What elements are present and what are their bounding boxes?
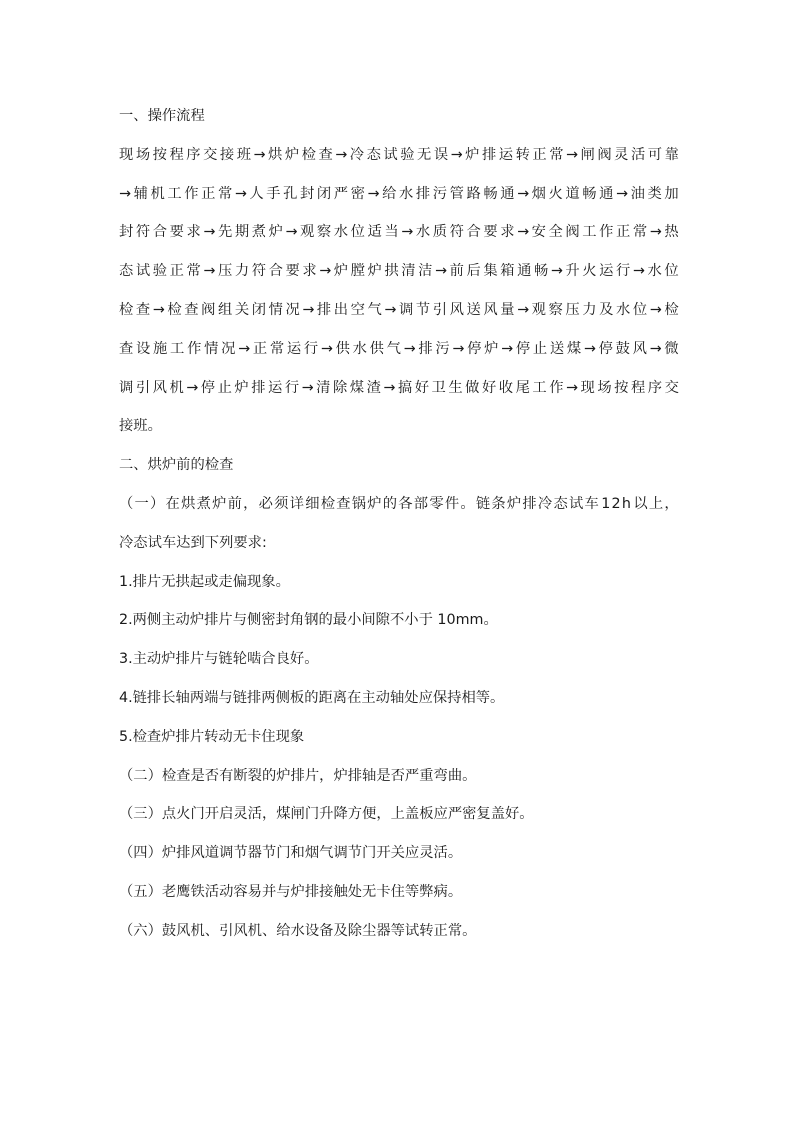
sub-item-3: 3.主动炉排片与链轮啮合良好。 [119, 651, 319, 668]
flow-line-5: 检 查 → 检 查 阀 组 关 闭 情 况 → 排 出 空 气 → 调 节 引 风 送 风 量 → 观 察 压 力 及 水 位 → 检 [119, 301, 679, 318]
section-heading-pre-baking-check: 二、烘炉前的检查 [119, 457, 234, 474]
item-5: （五）老鹰铁活动容易并与炉排接触处无卡住等弊病。 [119, 883, 463, 900]
flow-line-1: 现 场 按 程 序 交 接 班 → 烘 炉 检 查 → 冷 态 试 验 无 误 → 炉 排 运 转 正 常 → 闸 阀 灵 活 可 靠 [119, 146, 679, 163]
item-1-line-1: （ 一 ） 在 烘 煮 炉 前 ， 必 须 详 细 检 查 锅 炉 的 各 部 零 件 。 链 条 炉 排 冷 态 试 车 1 2 h 以 上 ， [119, 495, 679, 512]
flow-line-7: 调 引 风 机 → 停 止 炉 排 运 行 → 清 除 煤 渣 → 搞 好 卫 生 做 好 收 尾 工 作 → 现 场 按 程 序 交 [119, 379, 679, 396]
item-4: （四）炉排风道调节器节门和烟气调节门开关应灵活。 [119, 845, 463, 862]
flow-line-6: 查 设 施 工 作 情 况 → 正 常 运 行 → 供 水 供 气 → 排 污 → 停 炉 → 停 止 送 煤 → 停 鼓 风 → 微 [119, 340, 679, 357]
item-2: （二）检查是否有断裂的炉排片，炉排轴是否严重弯曲。 [119, 767, 477, 784]
item-3: （三）点火门开启灵活，煤闸门升降方便，上盖板应严密复盖好。 [119, 806, 534, 823]
document-body [119, 97, 679, 951]
item-1-line-2: 冷态试车达到下列要求: [119, 534, 267, 551]
flow-line-4: 态 试 验 正 常 → 压 力 符 合 要 求 → 炉 膛 炉 拱 清 洁 → 前 后 集 箱 通 畅 → 升 火 运 行 → 水 位 [119, 263, 679, 280]
flow-line-2: → 辅 机 工 作 正 常 → 人 手 孔 封 闭 严 密 → 给 水 排 污 管 路 畅 通 → 烟 火 道 畅 通 → 油 类 加 [119, 185, 679, 202]
section-heading-operation-flow: 一、操作流程 [119, 108, 205, 124]
sub-item-5: 5.检查炉排片转动无卡住现象 [119, 728, 305, 745]
sub-item-1: 1.排片无拱起或走偏现象。 [119, 573, 290, 590]
sub-item-4: 4.链排长轴两端与链排两侧板的距离在主动轴处应保持相等。 [119, 689, 505, 706]
flow-line-8: 接班。 [119, 418, 162, 435]
sub-item-2: 2.两侧主动炉排片与侧密封角钢的最小间隙不小于 10mm。 [119, 612, 498, 629]
item-6: （六）鼓风机、引风机、给水设备及除尘器等试转正常。 [119, 922, 477, 939]
flow-line-3: 封 符 合 要 求 → 先 期 煮 炉 → 观 察 水 位 适 当 → 水 质 符 合 要 求 → 安 全 阀 工 作 正 常 → 热 [119, 224, 679, 241]
